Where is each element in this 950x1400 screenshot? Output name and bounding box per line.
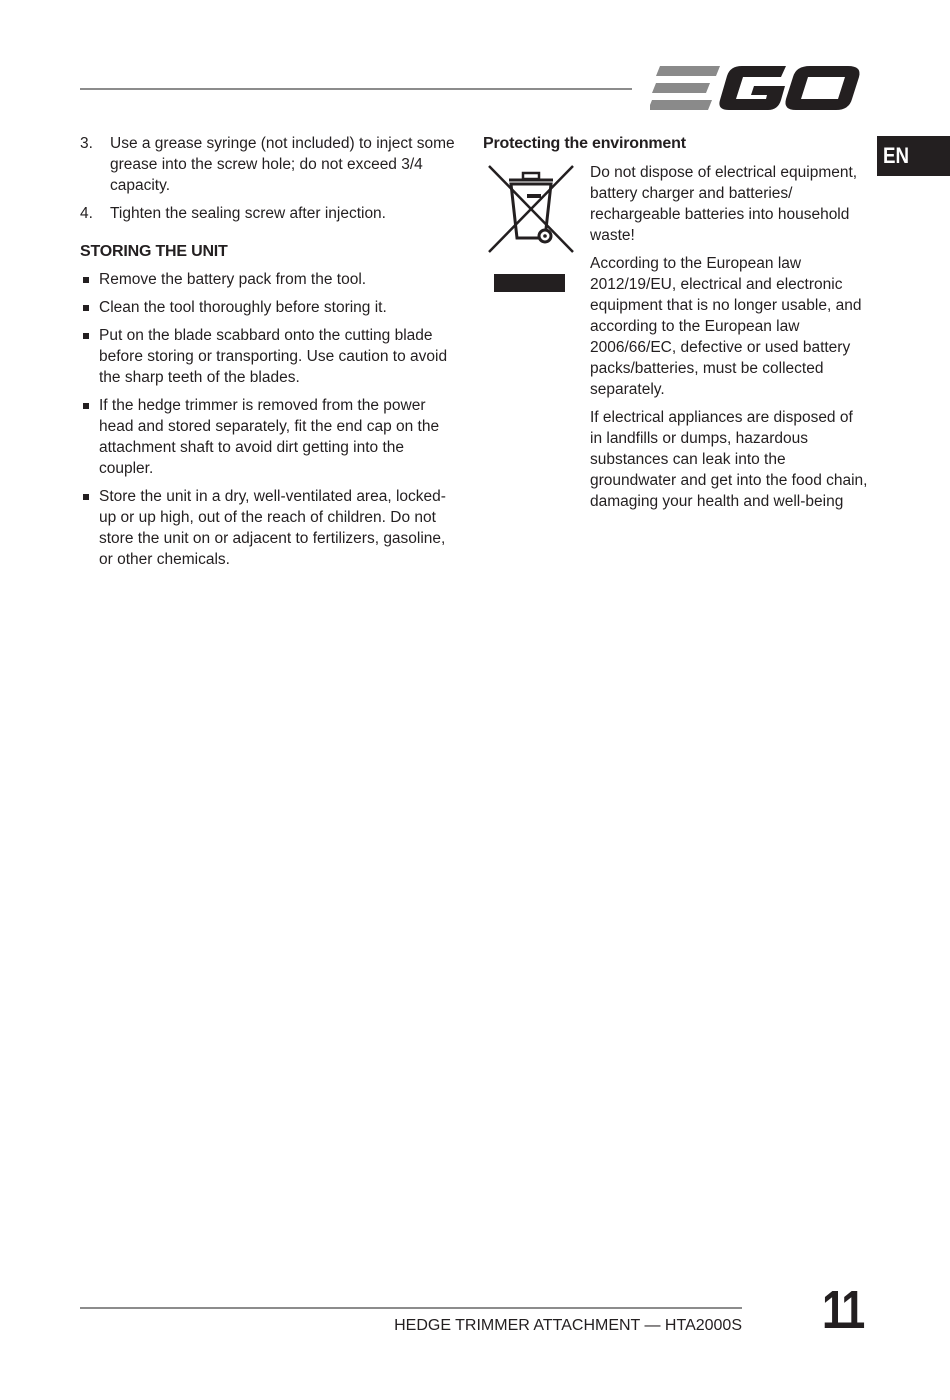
step-number: 4. bbox=[80, 205, 93, 222]
bullet-text: Store the unit in a dry, well-ventilated area, locked-up or up high, out of the reach of children. Do not store the unit on or adjacent to fertilizers, gasoline, or other chemicals. bbox=[99, 488, 446, 568]
storing-heading: STORING THE UNIT bbox=[80, 243, 228, 260]
bullet-item bbox=[80, 395, 458, 479]
right-column bbox=[483, 133, 868, 519]
numbered-step bbox=[80, 203, 458, 224]
numbered-step bbox=[80, 133, 458, 196]
page-number: 11 bbox=[822, 1280, 863, 1340]
square-bullet-icon bbox=[83, 305, 89, 311]
bullet-text: Put on the blade scabbard onto the cutting blade before storing or transporting. Use caution to avoid the sharp teeth of the blades. bbox=[99, 327, 448, 386]
bullet-text: Remove the battery pack from the tool. bbox=[99, 271, 367, 288]
language-tab-label: EN bbox=[883, 143, 909, 168]
environment-block bbox=[483, 162, 868, 512]
square-bullet-icon bbox=[83, 403, 89, 409]
left-column bbox=[80, 133, 458, 577]
bullet-text: If the hedge trimmer is removed from the power head and stored separately, fit the end cap on the attachment shaft to avoid dirt getting into the coupler. bbox=[99, 397, 440, 477]
environment-text bbox=[590, 162, 868, 512]
step-text: Tighten the sealing screw after injection. bbox=[110, 205, 386, 222]
square-bullet-icon bbox=[83, 333, 89, 339]
ego-logo bbox=[650, 62, 862, 114]
footer-rule bbox=[80, 1307, 742, 1309]
square-bullet-icon bbox=[83, 277, 89, 283]
step-text: Use a grease syringe (not included) to inject some grease into the screw hole; do not exceed 3/4 capacity. bbox=[110, 135, 455, 194]
environment-heading: Protecting the environment bbox=[483, 135, 686, 152]
step-number: 3. bbox=[80, 135, 93, 152]
bullet-item bbox=[80, 269, 458, 290]
footer-document-title: HEDGE TRIMMER ATTACHMENT — HTA2000S bbox=[394, 1317, 742, 1334]
language-tab bbox=[877, 136, 950, 176]
square-bullet-icon bbox=[83, 494, 89, 500]
environment-paragraph: According to the European law 2012/19/EU, electrical and electronic equipment that is no longer usable, and according to the European law 2006/66/EC, defective or used battery packs/batteries, must be collected separately. bbox=[590, 255, 862, 398]
bullet-text: Clean the tool thoroughly before storing it. bbox=[99, 299, 387, 316]
header-rule bbox=[80, 88, 632, 90]
crossed-out-wheelie-bin-icon bbox=[485, 162, 575, 297]
bullet-item bbox=[80, 325, 458, 388]
environment-paragraph: If electrical appliances are disposed of in landfills or dumps, hazardous substances can leak into the groundwater and get into the food chain, damaging your health and well-being bbox=[590, 409, 868, 510]
bullet-item bbox=[80, 297, 458, 318]
bullet-item bbox=[80, 486, 458, 570]
environment-paragraph: Do not dispose of electrical equipment, battery charger and batteries/ rechargeable batteries into household waste! bbox=[590, 164, 858, 244]
